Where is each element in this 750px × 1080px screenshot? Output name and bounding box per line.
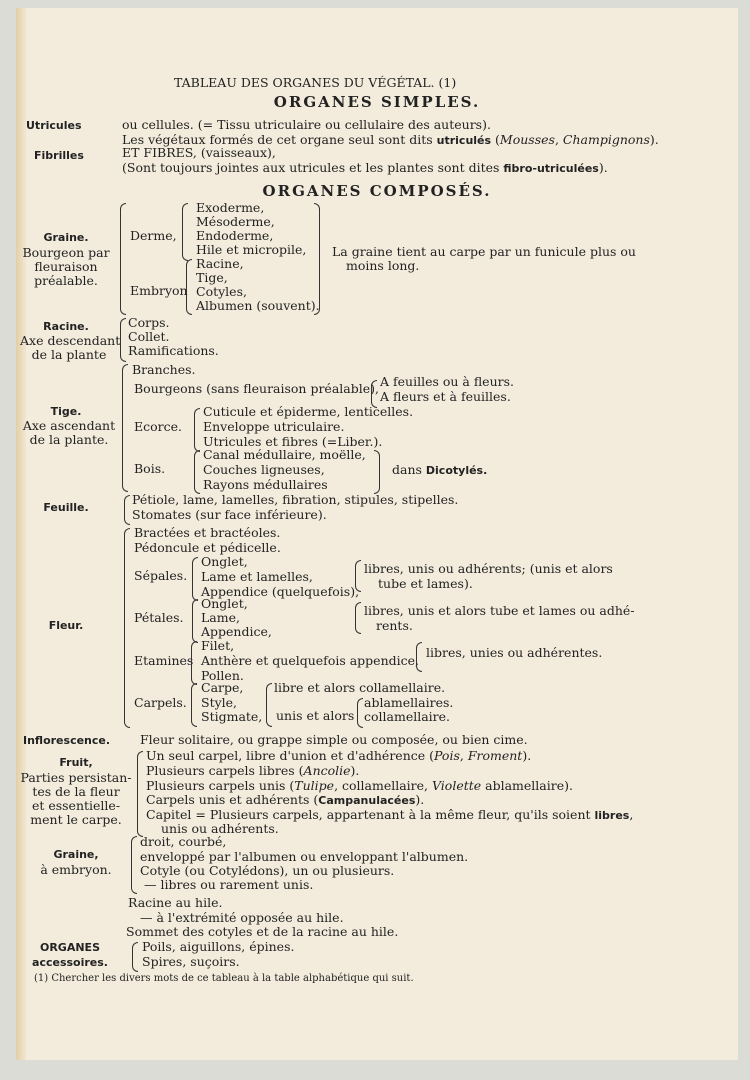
fruit-line-3: Plusieurs carpels unis (Tulipe, collamellaire, Violette ablamellaire). bbox=[146, 778, 573, 793]
brace bbox=[357, 698, 363, 728]
bourgeons-item: A feuilles ou à fleurs. bbox=[380, 374, 514, 389]
utricules-label: Utricules bbox=[26, 119, 82, 132]
sepales-item: Onglet, bbox=[201, 554, 248, 569]
fruit-line-2: Plusieurs carpels libres (Ancolie). bbox=[146, 763, 360, 778]
fruit-line-6: unis ou adhérents. bbox=[161, 821, 279, 836]
graine-label: Graine. bbox=[43, 231, 89, 244]
graine-desc-1: Bourgeon par bbox=[22, 245, 110, 260]
brace bbox=[137, 751, 143, 837]
brace bbox=[131, 836, 137, 894]
accessoires-item: Poils, aiguillons, épines. bbox=[142, 939, 295, 954]
fruit-line-1: Un seul carpel, libre d'union et d'adhérence (Pois, Froment). bbox=[146, 748, 532, 763]
simple-heading: ORGANES SIMPLES. bbox=[273, 93, 481, 111]
petales-note: rents. bbox=[376, 618, 413, 633]
etamines-note: libres, unies ou adhérentes. bbox=[426, 645, 603, 660]
fibrilles-text: ET FIBRES, (vaisseaux), bbox=[122, 145, 276, 160]
petales-item: Lame, bbox=[201, 610, 240, 625]
derme-item: Endoderme, bbox=[196, 228, 274, 243]
bois-item: Rayons médullaires bbox=[203, 477, 328, 492]
bois-note: dans Dicotylés. bbox=[392, 462, 488, 477]
derme-item: Mésoderme, bbox=[196, 214, 275, 229]
etamines-item: Pollen. bbox=[201, 668, 244, 683]
racine-item: Collet. bbox=[128, 329, 170, 344]
fleur-top: Pédoncule et pédicelle. bbox=[134, 540, 281, 555]
racine-label: Racine. bbox=[43, 320, 89, 333]
carpels-note: unis et alors bbox=[276, 708, 355, 723]
fruit-label: Fruit, bbox=[59, 756, 93, 769]
graine2-after: — à l'extrémité opposée au hile. bbox=[140, 910, 344, 925]
graine-note: La graine tient au carpe par un funicule plus ou bbox=[332, 244, 636, 259]
bourgeons-item: A fleurs et à feuilles. bbox=[380, 389, 511, 404]
embryon-item: Cotyles, bbox=[196, 284, 247, 299]
petales-label: Pétales. bbox=[134, 610, 184, 625]
brace bbox=[266, 683, 272, 727]
etamines-item: Anthère et quelquefois appendice, bbox=[201, 653, 419, 668]
tige-bourgeons: Bourgeons (sans fleuraison préalable), bbox=[134, 381, 379, 396]
sepales-label: Sépales. bbox=[134, 568, 188, 583]
inflorescence-text: Fleur solitaire, ou grappe simple ou composée, ou bien cime. bbox=[140, 732, 528, 747]
brace bbox=[122, 364, 128, 492]
graine2-label: Graine, bbox=[53, 848, 99, 861]
inflorescence-label: Inflorescence. bbox=[23, 734, 111, 747]
embryon-item: Racine, bbox=[196, 256, 244, 271]
tige-desc: Axe ascendant bbox=[22, 418, 116, 433]
petales-item: Onglet, bbox=[201, 596, 248, 611]
ecorce-item: Cuticule et épiderme, lenticelles. bbox=[203, 404, 414, 419]
sepales-note: libres, unis ou adhérents; (unis et alors bbox=[364, 561, 613, 576]
page-title: TABLEAU DES ORGANES DU VÉGÉTAL. (1) bbox=[174, 75, 457, 90]
utricules-text: ou cellules. (= Tissu utriculaire ou cellulaire des auteurs). bbox=[122, 117, 491, 132]
brace bbox=[124, 528, 130, 728]
tige-bois: Bois. bbox=[134, 461, 166, 476]
etamines-label: Etamines bbox=[134, 653, 194, 668]
brace bbox=[182, 203, 188, 261]
graine2-item: droit, courbé, bbox=[140, 834, 227, 849]
bois-item: Couches ligneuses, bbox=[203, 462, 325, 477]
fruit-desc: tes de la fleur bbox=[32, 784, 120, 799]
derme-item: Exoderme, bbox=[196, 200, 265, 215]
ecorce-item: Enveloppe utriculaire. bbox=[203, 419, 345, 434]
ecorce-item: Utricules et fibres (=Liber.). bbox=[203, 434, 383, 449]
brace bbox=[416, 642, 422, 672]
sepales-note: tube et lames). bbox=[378, 576, 473, 591]
carpels-label: Carpels. bbox=[134, 695, 187, 710]
graine2-item: Cotyle (ou Cotylédons), un ou plusieurs. bbox=[140, 863, 395, 878]
carpels-item: Stigmate, bbox=[201, 709, 263, 724]
carpels-note: ablamellaires. bbox=[364, 695, 454, 710]
brace bbox=[192, 599, 198, 643]
accessoires-label-1: ORGANES bbox=[39, 941, 100, 954]
book-page bbox=[16, 8, 738, 1060]
fleur-label: Fleur. bbox=[48, 619, 84, 632]
racine-desc: de la plante bbox=[31, 347, 107, 362]
brace bbox=[355, 602, 361, 634]
embryon-item: Tige, bbox=[196, 270, 228, 285]
brace bbox=[194, 450, 200, 494]
graine2-desc: à embryon. bbox=[40, 862, 112, 877]
tige-desc: de la plante. bbox=[29, 432, 109, 447]
brace bbox=[120, 318, 126, 362]
sepales-item: Appendice (quelquefois), bbox=[201, 584, 360, 599]
brace bbox=[314, 203, 320, 315]
brace bbox=[355, 560, 361, 592]
tige-ecorce: Ecorce. bbox=[134, 419, 182, 434]
carpels-item: Style, bbox=[201, 695, 238, 710]
etamines-item: Filet, bbox=[201, 638, 235, 653]
fruit-desc: et essentielle- bbox=[31, 798, 121, 813]
petales-note: libres, unis et alors tube et lames ou adhé- bbox=[364, 603, 635, 618]
carpels-note: libre et alors collamellaire. bbox=[274, 680, 446, 695]
accessoires-item: Spires, suçoirs. bbox=[142, 954, 240, 969]
graine-note: moins long. bbox=[346, 258, 420, 273]
fruit-desc: Parties persistan- bbox=[20, 770, 132, 785]
racine-item: Ramifications. bbox=[128, 343, 219, 358]
graine2-after: Racine au hile. bbox=[128, 895, 223, 910]
carpels-item: Carpe, bbox=[201, 680, 244, 695]
graine2-after: Sommet des cotyles et de la racine au hile. bbox=[126, 924, 399, 939]
tige-branches: Branches. bbox=[132, 362, 196, 377]
feuille-label: Feuille. bbox=[43, 501, 89, 514]
fleur-top: Bractées et bractéoles. bbox=[134, 525, 281, 540]
derme-label: Derme, bbox=[130, 228, 177, 243]
utricules-line2: Les végétaux formés de cet organe seul sont dits utriculés (Mousses, Champignons). bbox=[122, 132, 659, 147]
footnote: (1) Chercher les divers mots de ce tableau à la table alphabétique qui suit. bbox=[34, 973, 414, 984]
embryon-item: Albumen (souvent). bbox=[196, 298, 320, 313]
fruit-desc: ment le carpe. bbox=[30, 812, 122, 827]
graine-desc-3: préalable. bbox=[34, 273, 98, 288]
fruit-line-5: Capitel = Plusieurs carpels, appartenant à la même fleur, qu'ils soient libres, bbox=[146, 807, 634, 822]
brace bbox=[192, 557, 198, 601]
racine-item: Corps. bbox=[128, 315, 170, 330]
page-gutter-shadow bbox=[16, 8, 26, 1060]
brace bbox=[374, 450, 380, 494]
compose-heading: ORGANES COMPOSÉS. bbox=[262, 182, 492, 200]
bois-item: Canal médullaire, moëlle, bbox=[203, 447, 366, 462]
feuille-item: Stomates (sur face inférieure). bbox=[132, 507, 327, 522]
brace bbox=[191, 683, 197, 727]
tige-label: Tige. bbox=[50, 405, 82, 418]
derme-item: Hile et micropile, bbox=[196, 242, 307, 257]
fibrilles-label: Fibrilles bbox=[34, 149, 84, 162]
graine2-item: — libres ou rarement unis. bbox=[144, 877, 314, 892]
fruit-line-4: Carpels unis et adhérents (Campanulacées). bbox=[146, 792, 425, 807]
embryon-label: Embryon bbox=[130, 283, 188, 298]
feuille-item: Pétiole, lame, lamelles, fibration, stipules, stipelles. bbox=[132, 492, 459, 507]
brace bbox=[191, 641, 197, 685]
brace bbox=[120, 203, 126, 315]
brace bbox=[194, 408, 200, 452]
brace bbox=[124, 495, 130, 525]
fibrilles-line2: (Sont toujours jointes aux utricules et les plantes sont dites fibro-utriculées). bbox=[122, 160, 608, 175]
graine2-item: enveloppé par l'albumen ou enveloppant l'albumen. bbox=[140, 849, 469, 864]
brace bbox=[132, 942, 138, 972]
brace bbox=[186, 259, 192, 315]
carpels-note: collamellaire. bbox=[364, 709, 451, 724]
sepales-item: Lame et lamelles, bbox=[201, 569, 313, 584]
graine-desc-2: fleuraison bbox=[34, 259, 98, 274]
petales-item: Appendice, bbox=[201, 624, 272, 639]
racine-desc: Axe descendant bbox=[20, 333, 121, 348]
accessoires-label-2: accessoires. bbox=[32, 956, 108, 969]
